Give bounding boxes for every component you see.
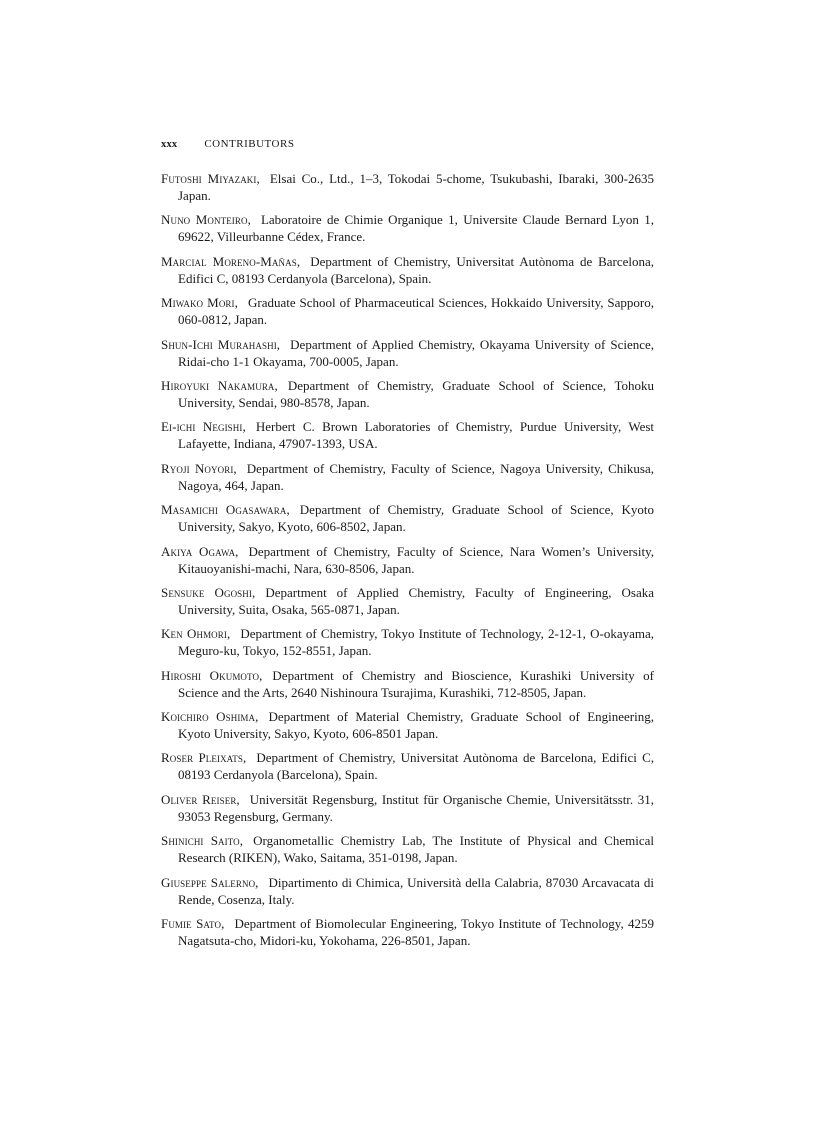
contributor-entry — [161, 832, 654, 866]
contributor-entry — [161, 543, 654, 577]
contributor-affiliation: Organometallic Chemistry Lab, The Institute of Physical and Chemical Research (RIKEN), Wako, Saitama, 351-0198, Japan. — [178, 833, 654, 866]
contributor-affiliation: Department of Chemistry, Universitat Autònoma de Barcelona, Edifici C, 08193 Cerdanyola (Barcelona), Spain. — [178, 253, 655, 286]
contributor-name: Sensuke Ogoshi, — [161, 584, 256, 600]
contributor-name: Shun-Ichi Murahashi, — [161, 336, 281, 352]
contributor-entry — [161, 749, 654, 783]
contributor-entry — [161, 377, 654, 411]
section-title: CONTRIBUTORS — [204, 138, 295, 150]
contributor-entry — [161, 625, 654, 659]
contributor-affiliation: Herbert C. Brown Laboratories of Chemistry, Purdue University, West Lafayette, Indiana, 47907-1393, USA. — [178, 419, 655, 452]
contributor-affiliation: Department of Biomolecular Engineering, Tokyo Institute of Technology, 4259 Nagatsuta-cho, Midori-ku, Yokohama, 226-8501, Japan. — [178, 916, 654, 949]
contributor-entry — [161, 791, 654, 825]
contributor-name: Hiroyuki Nakamura, — [161, 377, 278, 393]
contributor-entry — [161, 418, 654, 452]
contributor-affiliation: Department of Chemistry, Universitat Autònoma de Barcelona, Edifici C, 08193 Cerdanyola (Barcelona), Spain. — [178, 750, 655, 783]
contributor-affiliation: Department of Applied Chemistry, Okayama University of Science, Ridai-cho 1-1 Okayama, 700-0005, Japan. — [178, 336, 655, 369]
contributor-name: Ryoji Noyori, — [161, 460, 237, 476]
contributor-name: Shinichi Saito, — [161, 833, 244, 849]
contributor-name: Ei-ichi Negishi, — [161, 419, 246, 435]
contributor-affiliation: Department of Chemistry, Faculty of Science, Nara Women’s University, Kitauoyanishi-machi, Nara, 630-8506, Japan. — [178, 543, 654, 576]
contributor-name: Nuno Monteiro, — [161, 212, 251, 228]
contributor-affiliation: Department of Chemistry, Graduate School of Science, Kyoto University, Sakyo, Kyoto, 606-8502, Japan. — [178, 502, 654, 535]
contributor-entry — [161, 253, 654, 287]
contributor-affiliation: Department of Chemistry, Tokyo Institute of Technology, 2-12-1, O-okayama, Meguro-ku, Tokyo, 152-8551, Japan. — [178, 626, 655, 659]
contributor-name: Giuseppe Salerno, — [161, 874, 259, 890]
page-number: xxx — [161, 139, 178, 150]
contributor-name: Koichiro Oshima, — [161, 709, 259, 725]
contributor-entry — [161, 584, 654, 618]
contributor-name: Roser Pleixats, — [161, 750, 247, 766]
contributor-affiliation: Graduate School of Pharmaceutical Sciences, Hokkaido University, Sapporo, 060-0812, Japan. — [178, 295, 654, 328]
contributor-entry — [161, 708, 654, 742]
contributor-affiliation: Universität Regensburg, Institut für Organische Chemie, Universitätsstr. 31, 93053 Regensburg, Germany. — [178, 791, 654, 824]
contributor-affiliation: Elsai Co., Ltd., 1–3, Tokodai 5-chome, Tsukubashi, Ibaraki, 300-2635 Japan. — [178, 171, 654, 203]
contributor-name: Ken Ohmori, — [161, 626, 231, 642]
contributor-name: Fumie Sato, — [161, 916, 225, 932]
contributor-name: Oliver Reiser, — [161, 791, 240, 807]
contributor-affiliation: Department of Chemistry, Faculty of Science, Nagoya University, Chikusa, Nagoya, 464, Japan. — [178, 460, 654, 493]
contributor-affiliation: Department of Chemistry and Bioscience, Kurashiki University of Science and the Arts, 2640 Nishinoura Tsurajima, Kurashiki, 712-8505, Japan. — [178, 667, 654, 700]
contributor-entry — [161, 294, 654, 328]
contributor-name: Masamichi Ogasawara, — [161, 502, 290, 518]
contributor-name: Marcial Moreno-Mañas, — [161, 253, 301, 269]
contributor-entry — [161, 501, 654, 535]
contributor-list — [161, 170, 654, 956]
contributor-entry — [161, 667, 654, 701]
contributor-entry — [161, 170, 654, 204]
contributor-entry — [161, 211, 654, 245]
contributor-affiliation: Department of Material Chemistry, Graduate School of Engineering, Kyoto University, Sakyo, Kyoto, 606-8501 Japan. — [178, 709, 654, 742]
running-head — [161, 138, 294, 150]
contributor-affiliation: Department of Applied Chemistry, Faculty of Engineering, Osaka University, Suita, Osaka, 565-0871, Japan. — [178, 584, 654, 617]
contributor-affiliation: Laboratoire de Chimie Organique 1, Universite Claude Bernard Lyon 1, 69622, Villeurbanne Cédex, France. — [178, 212, 654, 245]
contributor-name: Futoshi Miyazaki, — [161, 171, 260, 186]
contributor-name: Miwako Mori, — [161, 295, 238, 311]
contributor-name: Hiroshi Okumoto, — [161, 667, 263, 683]
contributor-entry — [161, 915, 654, 949]
contributor-entry — [161, 460, 654, 494]
contributor-affiliation: Department of Chemistry, Graduate School of Science, Tohoku University, Sendai, 980-8578, Japan. — [178, 377, 655, 410]
contributor-name: Akiya Ogawa, — [161, 543, 239, 559]
contributor-affiliation: Dipartimento di Chimica, Università della Calabria, 87030 Arcavacata di Rende, Cosenza, Italy. — [178, 874, 654, 907]
contributor-entry — [161, 336, 654, 370]
contributor-entry — [161, 874, 654, 908]
